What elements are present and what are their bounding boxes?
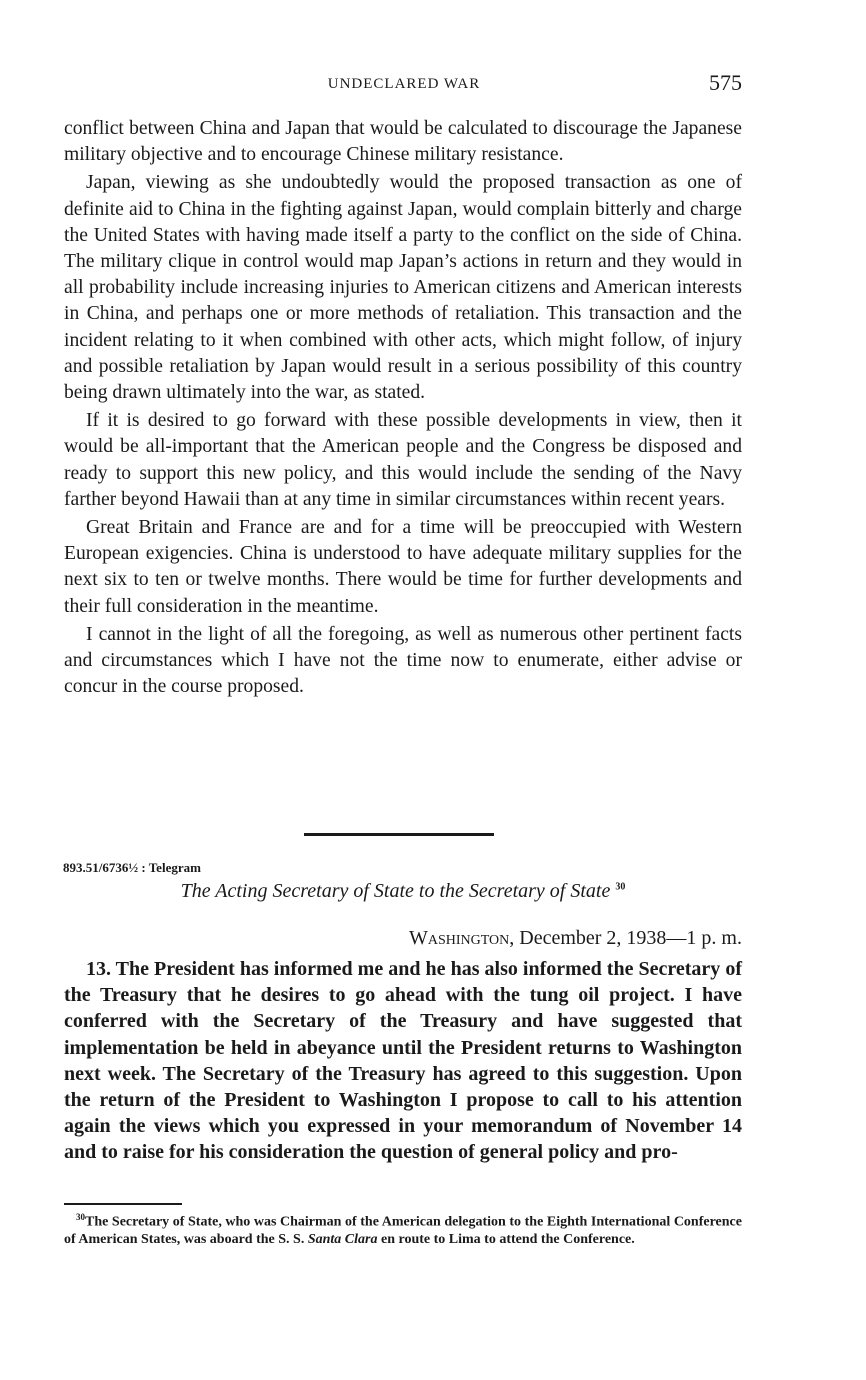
dateline: [409, 927, 742, 950]
memo-paragraph: Japan, viewing as she undoubtedly would the proposed transaction as one of definite aid to China in the fighting against Japan, would complain bitterly and charge the United States with having made itself a party to the conflict on the side of China. The military clique in control would map Japan’s actions in return and they would in all probability include increasing injuries to American citizens and American interests in China, and perhaps one or more methods of retaliation. This transaction and the incident relating to it when combined with other acts, which might follow, of injury and possible retaliation by Japan would result in a serious possibility of this country being drawn ultimately into the war, as stated.: [64, 172, 742, 404]
page-number: 575: [709, 70, 742, 95]
footnote-text-before: The Secretary of State, who was Chairman of the American delegation to the Eighth International Conference of American States, was aboard the S. S.: [64, 1214, 742, 1247]
memo-paragraph: Great Britain and France are and for a time will be preoccupied with Western European exigencies. China is understood to have adequate military supplies for the next six to ten or twelve months. There would be time for further developments and their full consideration in the meantime.: [64, 517, 742, 617]
telegram-paragraph: 13. The President has informed me and he has also informed the Secretary of the Treasury that he desires to go ahead with the tung oil project. I have conferred with the Secretary of the Treasury and have suggested that implementation be held in abeyance until the President returns to Washington next week. The Secretary of the Treasury has agreed to this suggestion. Upon the return of the President to Washington I propose to call to his attention again the views which you expressed in your memorandum of November 14 and to raise for his consideration the question of general policy and pro-: [64, 958, 742, 1164]
memo-paragraph: If it is desired to go forward with these possible developments in view, then it would be all-important that the American people and the Congress be disposed and ready to support this new policy, and this would include the sending of the Navy farther beyond Hawaii than at any time in similar circumstances within recent years.: [64, 410, 742, 510]
dateline-date: December 2, 1938—1 p. m.: [514, 927, 742, 949]
memo-paragraph: conflict between China and Japan that would be calculated to discourage the Japanese military objective and to encourage Chinese military resistance.: [64, 118, 742, 166]
telegram-text: [64, 956, 742, 1166]
memo-paragraph: I cannot in the light of all the foregoing, as well as numerous other pertinent facts and circumstances which I have not the time now to enumerate, either advise or concur in the course proposed.: [64, 623, 742, 698]
footnote-mark: 30: [76, 1212, 85, 1222]
section-divider: [304, 833, 494, 836]
footnote: [64, 1209, 742, 1248]
running-title: UNDECLARED WAR: [327, 76, 481, 92]
footnote-reference: 30: [615, 881, 626, 893]
document-title: [64, 880, 742, 903]
document-title-text: The Acting Secretary of State to the Secretary of State: [180, 880, 611, 902]
memo-text: [64, 116, 742, 702]
footnote-rule: [64, 1203, 182, 1205]
file-reference: 893.51/6736½ : Telegram: [63, 860, 201, 875]
footnote-ship-name: Santa Clara: [307, 1231, 378, 1247]
footnote-text-after: en route to Lima to attend the Conference.: [380, 1231, 635, 1247]
dateline-place: Washington,: [408, 927, 515, 949]
running-head: [66, 70, 742, 100]
